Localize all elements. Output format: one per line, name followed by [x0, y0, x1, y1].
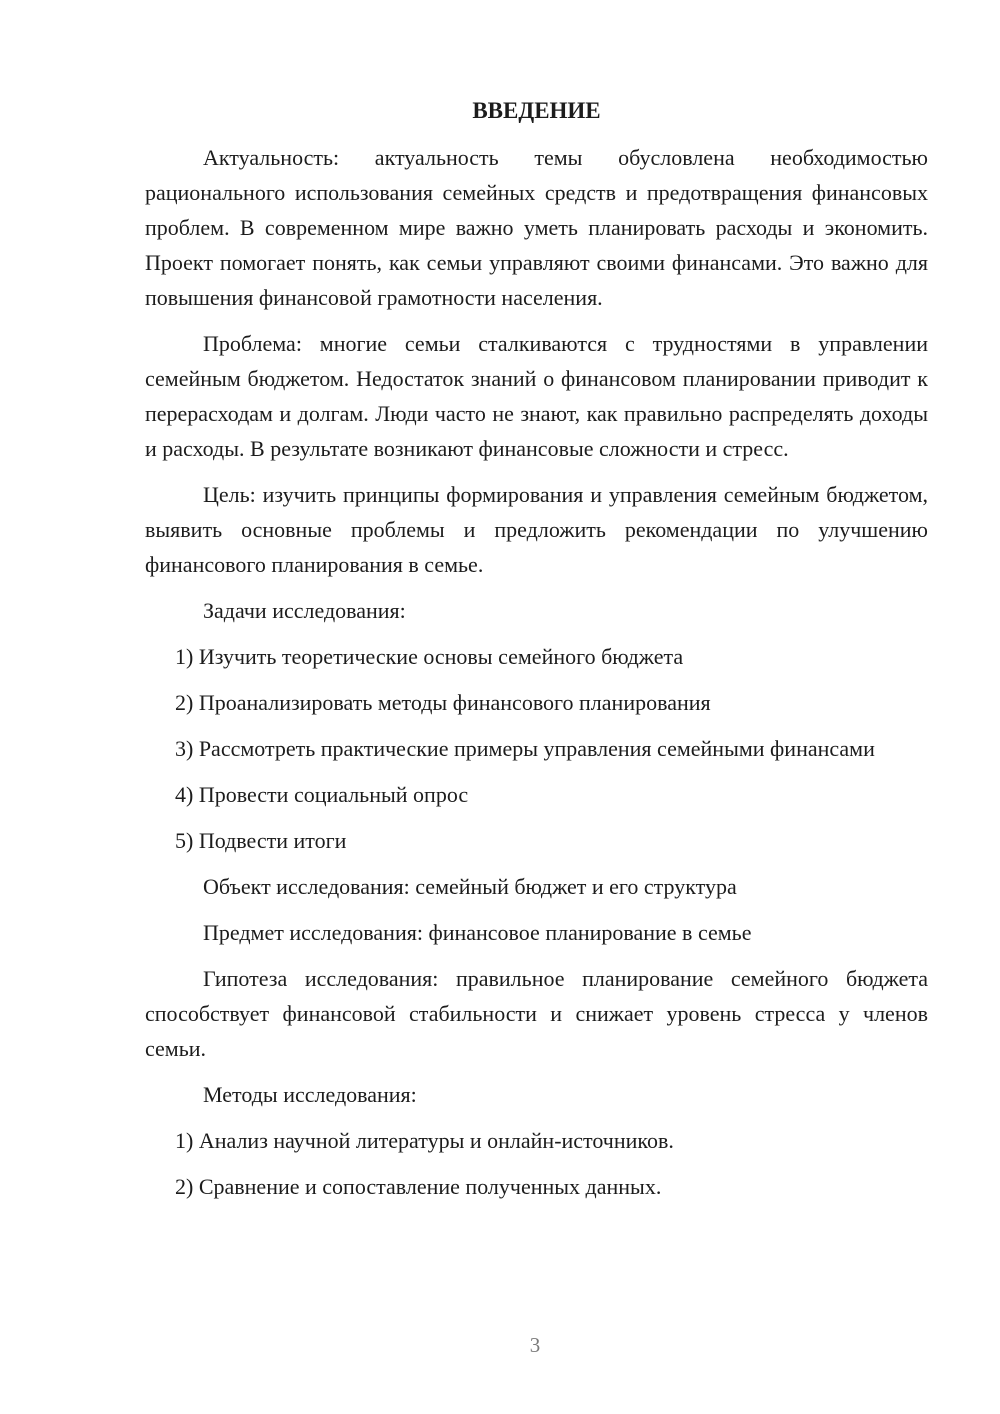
object-paragraph: Объект исследования: семейный бюджет и его структура	[203, 874, 737, 899]
method-item: 1) Анализ научной литературы и онлайн-источников.	[175, 1128, 674, 1153]
tasks-title: Задачи исследования:	[203, 598, 406, 623]
hypothesis-paragraph: Гипотеза исследования: правильное планирование семейного бюджета способствует финансовой стабильности и снижает уровень стресса у членов семьи.	[145, 966, 928, 1061]
relevance-paragraph: Актуальность: актуальность темы обусловлена необходимостью рационального использования семейных средств и предотвращения финансовых проблем. В современном мире важно уметь планировать расходы и экономить. Проект помогает понять, как семьи управляют своими финансами. Это важно для повышения финансовой грамотности населения.	[145, 145, 928, 310]
methods-title: Методы исследования:	[203, 1082, 417, 1107]
task-item: 5) Подвести итоги	[175, 828, 347, 853]
problem-paragraph: Проблема: многие семьи сталкиваются с трудностями в управлении семейным бюджетом. Недостаток знаний о финансовом планировании приводит к перерасходам и долгам. Люди часто не знают, как правильно распределять доходы и расходы. В результате возникают финансовые сложности и стресс.	[145, 331, 928, 461]
document-page	[145, 96, 928, 1215]
task-item: 3) Рассмотреть практические примеры управления семейными финансами	[175, 736, 875, 761]
goal-paragraph: Цель: изучить принципы формирования и управления семейным бюджетом, выявить основные проблемы и предложить рекомендации по улучшению финансового планирования в семье.	[145, 482, 928, 577]
method-item: 2) Сравнение и сопоставление полученных данных.	[175, 1174, 662, 1199]
task-item: 4) Провести социальный опрос	[175, 782, 469, 807]
subject-paragraph: Предмет исследования: финансовое планирование в семье	[203, 920, 752, 945]
task-item: 1) Изучить теоретические основы семейного бюджета	[175, 644, 684, 669]
task-item: 2) Проанализировать методы финансового планирования	[175, 690, 711, 715]
page-number: 3	[529, 1333, 541, 1357]
section-heading: ВВЕДЕНИЕ	[472, 98, 601, 123]
